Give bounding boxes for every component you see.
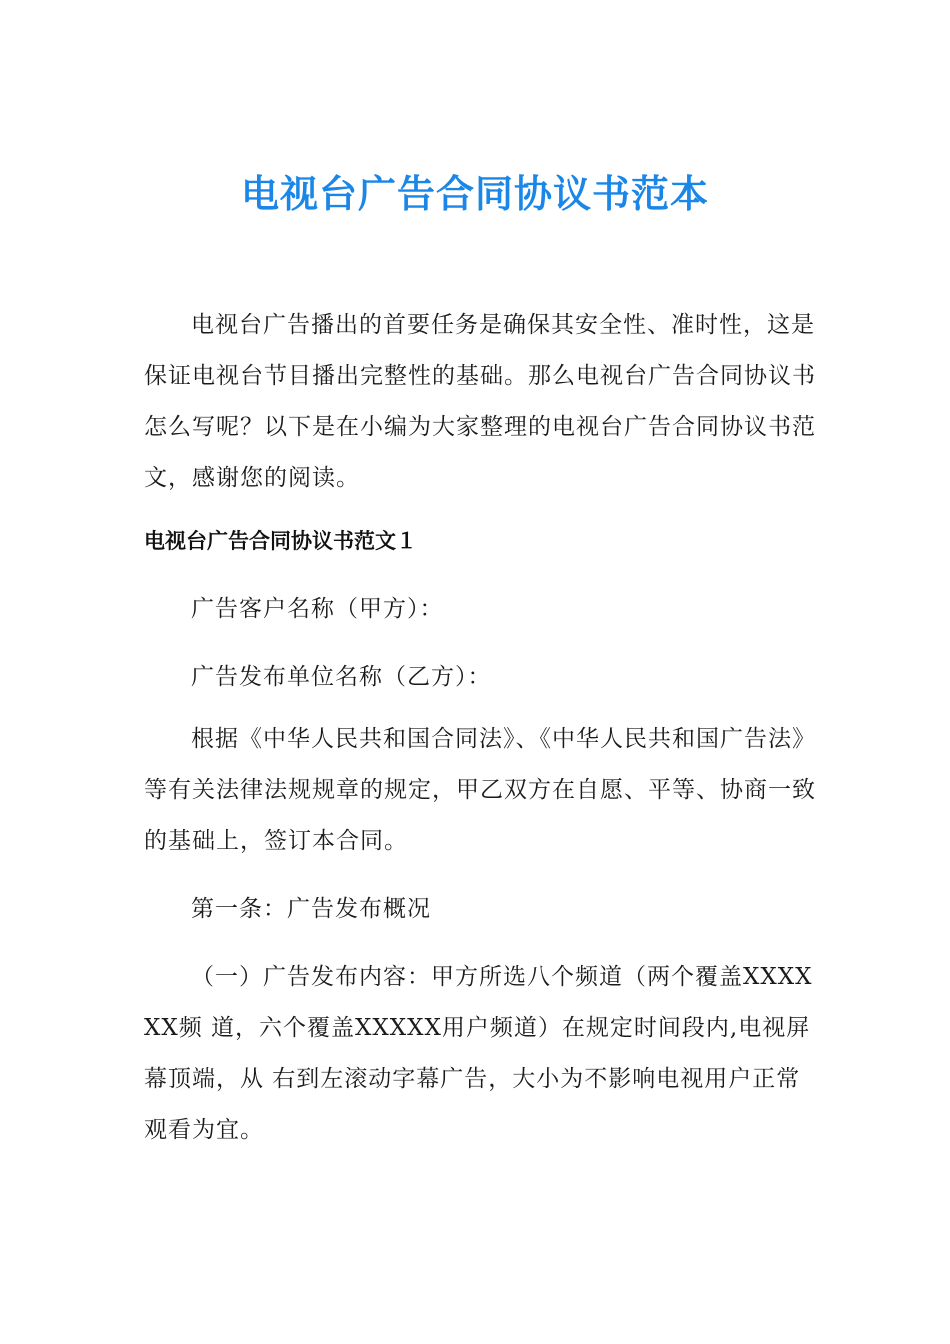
party-a-line: 广告客户名称（甲方）： — [191, 596, 444, 622]
basis-paragraph: 根据《中华人民共和国合同法》、《中华人民共和国广告法》 等有关法律法规规章的规定，甲乙双方在自愿、平等、协商一致 的基础上，签订本合同。 — [144, 726, 816, 854]
document-title: 电视台广告合同协议书范本 — [240, 172, 709, 216]
party-b-line: 广告发布单位名称（乙方）： — [191, 664, 492, 690]
clause-1-paragraph: （一）广告发布内容：甲方所选八个频道（两个覆盖XXXXXX频 道，六个覆盖XXXXX用户频道）在规定时间段内,电视屏幕顶端，从 右到左滚动字幕广告，大小为不影响电视用户正常观看为宜。 — [144, 964, 813, 1143]
article-1-heading: 第一条：广告发布概况 — [191, 896, 431, 922]
section-heading: 电视台广告合同协议书范文１ — [144, 529, 417, 553]
intro-paragraph: 电视台广告播出的首要任务是确保其安全性、准时性，这是保证电视台节目播出完整性的基础。那么电视台广告合同协议书怎么写呢？以下是在小编为大家整理的电视台广告合同协议书范文，感谢您的阅读。 — [144, 312, 816, 491]
